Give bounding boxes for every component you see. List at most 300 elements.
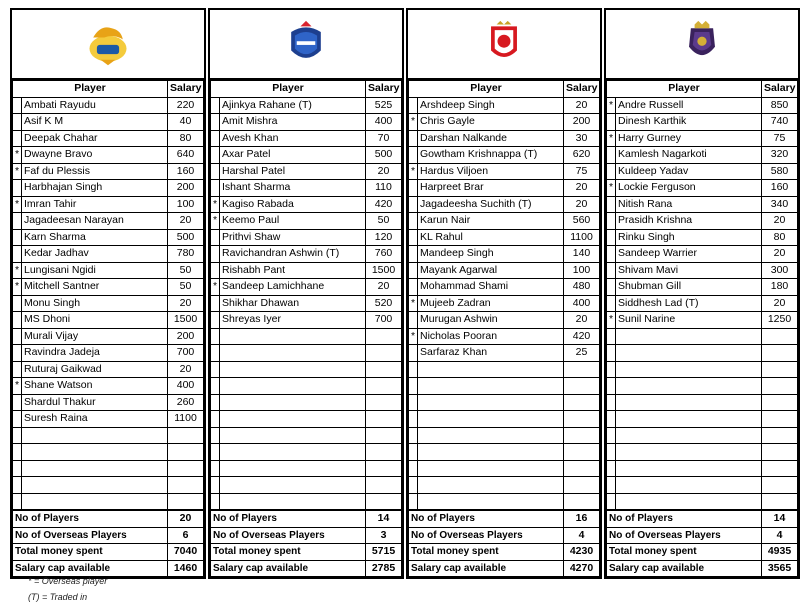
player-salary <box>564 361 600 378</box>
summary-value: 6 <box>168 527 204 544</box>
empty-row <box>211 328 402 345</box>
player-name: Nitish Rana <box>616 196 762 213</box>
player-salary <box>762 477 798 494</box>
summary-row <box>409 560 600 577</box>
overseas-marker <box>13 180 22 197</box>
player-salary: 200 <box>168 180 204 197</box>
team-logo-box <box>408 10 600 80</box>
player-salary <box>366 477 402 494</box>
player-name <box>418 477 564 494</box>
player-name: Harry Gurney <box>616 130 762 147</box>
player-row <box>607 97 798 114</box>
player-salary <box>762 411 798 428</box>
summary-value: 4270 <box>564 560 600 577</box>
player-salary: 300 <box>762 262 798 279</box>
player-salary: 20 <box>366 279 402 296</box>
player-salary: 500 <box>366 147 402 164</box>
overseas-marker <box>211 147 220 164</box>
summary-label: Total money spent <box>211 544 366 561</box>
summary-label: Total money spent <box>13 544 168 561</box>
overseas-marker <box>409 394 418 411</box>
empty-row <box>13 444 204 461</box>
player-salary: 850 <box>762 97 798 114</box>
player-row <box>211 180 402 197</box>
player-name: Darshan Nalkande <box>418 130 564 147</box>
player-row <box>211 196 402 213</box>
summary-label: Total money spent <box>409 544 564 561</box>
player-name: Jagadeesha Suchith (T) <box>418 196 564 213</box>
overseas-marker: * <box>13 163 22 180</box>
player-name <box>418 394 564 411</box>
player-name: Ravichandran Ashwin (T) <box>220 246 366 263</box>
player-row <box>409 114 600 131</box>
player-row <box>409 97 600 114</box>
player-salary <box>762 328 798 345</box>
player-name: Amit Mishra <box>220 114 366 131</box>
player-salary <box>168 427 204 444</box>
player-salary: 180 <box>762 279 798 296</box>
player-row <box>211 130 402 147</box>
salary-column-header: Salary <box>366 81 402 98</box>
summary-label: No of Players <box>607 510 762 527</box>
player-salary <box>564 493 600 510</box>
player-name: Kuldeep Yadav <box>616 163 762 180</box>
player-salary: 640 <box>168 147 204 164</box>
player-row <box>409 130 600 147</box>
player-name: Prasidh Krishna <box>616 213 762 230</box>
player-name: Murugan Ashwin <box>418 312 564 329</box>
summary-row <box>409 510 600 527</box>
player-name: Gowtham Krishnappa (T) <box>418 147 564 164</box>
player-salary: 50 <box>168 262 204 279</box>
overseas-marker <box>409 427 418 444</box>
player-salary: 1250 <box>762 312 798 329</box>
player-row <box>13 97 204 114</box>
summary-value: 4 <box>762 527 798 544</box>
player-row <box>409 246 600 263</box>
player-salary <box>564 394 600 411</box>
overseas-marker <box>409 213 418 230</box>
overseas-marker <box>13 328 22 345</box>
player-salary: 20 <box>762 213 798 230</box>
player-salary <box>168 460 204 477</box>
empty-row <box>211 361 402 378</box>
overseas-marker <box>607 246 616 263</box>
summary-value: 1460 <box>168 560 204 577</box>
player-name <box>616 328 762 345</box>
player-row <box>607 180 798 197</box>
player-salary: 560 <box>564 213 600 230</box>
player-salary <box>762 493 798 510</box>
player-salary <box>564 427 600 444</box>
player-name: Dinesh Karthik <box>616 114 762 131</box>
overseas-marker <box>211 246 220 263</box>
player-salary: 20 <box>564 196 600 213</box>
overseas-marker <box>607 378 616 395</box>
empty-row <box>607 378 798 395</box>
summary-row <box>13 510 204 527</box>
player-row <box>409 196 600 213</box>
player-salary: 20 <box>762 246 798 263</box>
overseas-marker <box>13 97 22 114</box>
overseas-marker: * <box>607 97 616 114</box>
footnotes <box>28 573 107 605</box>
overseas-marker <box>211 180 220 197</box>
overseas-marker <box>607 411 616 428</box>
summary-label: No of Players <box>211 510 366 527</box>
player-row <box>607 147 798 164</box>
player-salary <box>762 444 798 461</box>
header-row <box>211 81 402 98</box>
player-name <box>22 493 168 510</box>
player-row <box>607 312 798 329</box>
traded-note: (T) = Traded in <box>28 592 88 602</box>
overseas-marker <box>607 493 616 510</box>
player-name: MS Dhoni <box>22 312 168 329</box>
player-salary: 50 <box>168 279 204 296</box>
overseas-marker <box>607 394 616 411</box>
empty-row <box>211 493 402 510</box>
player-salary: 260 <box>168 394 204 411</box>
player-name: Shivam Mavi <box>616 262 762 279</box>
overseas-marker <box>211 477 220 494</box>
player-salary: 140 <box>564 246 600 263</box>
summary-label: No of Overseas Players <box>211 527 366 544</box>
empty-row <box>13 477 204 494</box>
empty-row <box>409 493 600 510</box>
empty-row <box>607 394 798 411</box>
player-row <box>13 246 204 263</box>
empty-row <box>409 411 600 428</box>
overseas-marker <box>211 394 220 411</box>
player-salary <box>762 361 798 378</box>
player-name <box>418 411 564 428</box>
overseas-marker: * <box>607 180 616 197</box>
player-salary <box>366 411 402 428</box>
player-salary <box>564 477 600 494</box>
summary-label: Salary cap available <box>607 560 762 577</box>
overseas-marker <box>409 262 418 279</box>
player-name: Suresh Raina <box>22 411 168 428</box>
player-name: Dwayne Bravo <box>22 147 168 164</box>
player-salary <box>564 411 600 428</box>
player-name <box>220 460 366 477</box>
player-row <box>607 295 798 312</box>
player-salary <box>762 427 798 444</box>
player-name: Shardul Thakur <box>22 394 168 411</box>
player-salary: 120 <box>366 229 402 246</box>
overseas-marker <box>607 196 616 213</box>
player-salary: 80 <box>762 229 798 246</box>
overseas-marker <box>607 213 616 230</box>
player-salary: 20 <box>168 361 204 378</box>
kings-xi-punjab-logo <box>476 19 532 69</box>
player-salary: 620 <box>564 147 600 164</box>
summary-value: 14 <box>366 510 402 527</box>
summary-value: 5715 <box>366 544 402 561</box>
overseas-marker <box>211 328 220 345</box>
player-name: Kedar Jadhav <box>22 246 168 263</box>
overseas-marker: * <box>13 196 22 213</box>
player-row <box>13 345 204 362</box>
player-row <box>409 328 600 345</box>
player-salary: 1100 <box>168 411 204 428</box>
player-name: Karn Sharma <box>22 229 168 246</box>
player-salary <box>564 444 600 461</box>
player-salary <box>564 460 600 477</box>
player-row <box>211 279 402 296</box>
player-name <box>616 378 762 395</box>
overseas-marker <box>13 411 22 428</box>
player-row <box>13 295 204 312</box>
player-row <box>409 312 600 329</box>
player-salary: 420 <box>366 196 402 213</box>
summary-row <box>13 544 204 561</box>
salary-table <box>12 80 204 577</box>
player-name <box>220 361 366 378</box>
player-salary: 160 <box>762 180 798 197</box>
player-salary: 740 <box>762 114 798 131</box>
empty-row <box>607 460 798 477</box>
player-row <box>409 345 600 362</box>
player-row <box>211 229 402 246</box>
overseas-marker: * <box>409 163 418 180</box>
player-name: Andre Russell <box>616 97 762 114</box>
player-salary: 220 <box>168 97 204 114</box>
player-row <box>607 114 798 131</box>
player-name: Rinku Singh <box>616 229 762 246</box>
player-salary: 20 <box>564 97 600 114</box>
player-name: Jagadeesan Narayan <box>22 213 168 230</box>
player-row <box>211 97 402 114</box>
player-row <box>211 262 402 279</box>
overseas-marker <box>607 163 616 180</box>
player-salary: 760 <box>366 246 402 263</box>
overseas-marker <box>409 378 418 395</box>
overseas-marker <box>409 444 418 461</box>
player-row <box>607 246 798 263</box>
overseas-marker <box>607 114 616 131</box>
player-row <box>409 147 600 164</box>
empty-row <box>409 444 600 461</box>
overseas-marker <box>607 444 616 461</box>
empty-row <box>607 361 798 378</box>
empty-row <box>211 444 402 461</box>
overseas-marker <box>607 477 616 494</box>
player-name <box>220 394 366 411</box>
player-row <box>211 312 402 329</box>
overseas-marker <box>211 312 220 329</box>
team-salary-grid <box>10 8 800 579</box>
player-row <box>607 229 798 246</box>
overseas-marker <box>13 229 22 246</box>
overseas-marker <box>607 361 616 378</box>
overseas-marker <box>607 262 616 279</box>
summary-value: 4935 <box>762 544 798 561</box>
player-salary: 400 <box>168 378 204 395</box>
empty-row <box>211 378 402 395</box>
overseas-marker <box>13 213 22 230</box>
player-salary <box>168 493 204 510</box>
salary-column-header: Salary <box>168 81 204 98</box>
player-salary: 20 <box>564 312 600 329</box>
player-salary: 1100 <box>564 229 600 246</box>
player-row <box>211 213 402 230</box>
overseas-marker <box>409 493 418 510</box>
overseas-marker <box>13 130 22 147</box>
summary-value: 4230 <box>564 544 600 561</box>
player-salary: 30 <box>564 130 600 147</box>
player-row <box>409 163 600 180</box>
player-row <box>607 163 798 180</box>
player-row <box>13 262 204 279</box>
team-logo-box <box>210 10 402 80</box>
summary-value: 7040 <box>168 544 204 561</box>
player-salary: 25 <box>564 345 600 362</box>
overseas-marker <box>607 295 616 312</box>
player-name: Lungisani Ngidi <box>22 262 168 279</box>
player-name: Siddhesh Lad (T) <box>616 295 762 312</box>
player-name: Avesh Khan <box>220 130 366 147</box>
overseas-marker: * <box>211 213 220 230</box>
header-row <box>13 81 204 98</box>
summary-label: No of Overseas Players <box>13 527 168 544</box>
overseas-marker <box>13 460 22 477</box>
player-name: Axar Patel <box>220 147 366 164</box>
overseas-marker: * <box>607 312 616 329</box>
team-table <box>604 8 800 579</box>
player-salary: 110 <box>366 180 402 197</box>
overseas-marker <box>211 163 220 180</box>
summary-label: Salary cap available <box>13 560 168 577</box>
summary-value: 2785 <box>366 560 402 577</box>
summary-row <box>607 527 798 544</box>
player-salary: 200 <box>564 114 600 131</box>
player-name <box>220 378 366 395</box>
overseas-marker: * <box>13 378 22 395</box>
player-salary: 580 <box>762 163 798 180</box>
overseas-note: * = Overseas player <box>28 576 108 586</box>
overseas-marker <box>211 229 220 246</box>
player-name <box>418 427 564 444</box>
summary-row <box>409 527 600 544</box>
salary-table <box>210 80 402 577</box>
player-name: Prithvi Shaw <box>220 229 366 246</box>
player-name <box>220 345 366 362</box>
overseas-marker <box>211 378 220 395</box>
summary-row <box>607 544 798 561</box>
player-name: Kagiso Rabada <box>220 196 366 213</box>
player-salary <box>366 394 402 411</box>
player-salary: 70 <box>366 130 402 147</box>
player-name: KL Rahul <box>418 229 564 246</box>
player-salary: 40 <box>168 114 204 131</box>
overseas-marker: * <box>409 328 418 345</box>
player-name: Mujeeb Zadran <box>418 295 564 312</box>
player-row <box>409 213 600 230</box>
player-name <box>22 477 168 494</box>
player-name <box>220 493 366 510</box>
empty-row <box>607 427 798 444</box>
player-name: Arshdeep Singh <box>418 97 564 114</box>
player-row <box>211 163 402 180</box>
player-salary: 50 <box>366 213 402 230</box>
summary-value: 14 <box>762 510 798 527</box>
player-column-header: Player <box>13 81 168 98</box>
player-salary: 1500 <box>168 312 204 329</box>
summary-value: 20 <box>168 510 204 527</box>
overseas-marker: * <box>13 279 22 296</box>
overseas-marker <box>211 493 220 510</box>
team-table <box>406 8 602 579</box>
empty-row <box>409 460 600 477</box>
player-name: Sunil Narine <box>616 312 762 329</box>
player-row <box>607 196 798 213</box>
overseas-marker <box>211 262 220 279</box>
player-row <box>13 196 204 213</box>
player-salary <box>762 378 798 395</box>
summary-label: No of Overseas Players <box>607 527 762 544</box>
overseas-marker <box>409 130 418 147</box>
player-row <box>13 361 204 378</box>
empty-row <box>211 460 402 477</box>
player-name: Sarfaraz Khan <box>418 345 564 362</box>
empty-row <box>607 345 798 362</box>
empty-row <box>409 427 600 444</box>
overseas-marker <box>13 246 22 263</box>
player-salary: 525 <box>366 97 402 114</box>
overseas-marker <box>211 411 220 428</box>
player-name: Murali Vijay <box>22 328 168 345</box>
player-salary: 20 <box>762 295 798 312</box>
overseas-marker <box>607 345 616 362</box>
overseas-marker <box>607 147 616 164</box>
player-salary: 80 <box>168 130 204 147</box>
overseas-marker <box>409 361 418 378</box>
delhi-capitals-logo <box>278 19 334 69</box>
empty-row <box>607 477 798 494</box>
player-row <box>409 180 600 197</box>
player-name: Sandeep Warrier <box>616 246 762 263</box>
overseas-marker: * <box>211 279 220 296</box>
player-row <box>13 147 204 164</box>
overseas-marker <box>211 345 220 362</box>
player-row <box>13 229 204 246</box>
summary-label: No of Players <box>409 510 564 527</box>
player-name: Shreyas Iyer <box>220 312 366 329</box>
overseas-marker: * <box>409 295 418 312</box>
overseas-marker <box>211 97 220 114</box>
summary-value: 16 <box>564 510 600 527</box>
player-name: Harpreet Brar <box>418 180 564 197</box>
team-table <box>10 8 206 579</box>
player-salary: 420 <box>564 328 600 345</box>
player-name: Karun Nair <box>418 213 564 230</box>
summary-row <box>211 544 402 561</box>
player-salary: 480 <box>564 279 600 296</box>
player-name <box>616 477 762 494</box>
empty-row <box>409 361 600 378</box>
player-name: Mandeep Singh <box>418 246 564 263</box>
player-salary: 20 <box>564 180 600 197</box>
player-name <box>418 460 564 477</box>
overseas-marker <box>409 180 418 197</box>
player-row <box>13 378 204 395</box>
team-table <box>208 8 404 579</box>
player-salary: 700 <box>366 312 402 329</box>
player-salary: 75 <box>762 130 798 147</box>
player-salary <box>366 345 402 362</box>
